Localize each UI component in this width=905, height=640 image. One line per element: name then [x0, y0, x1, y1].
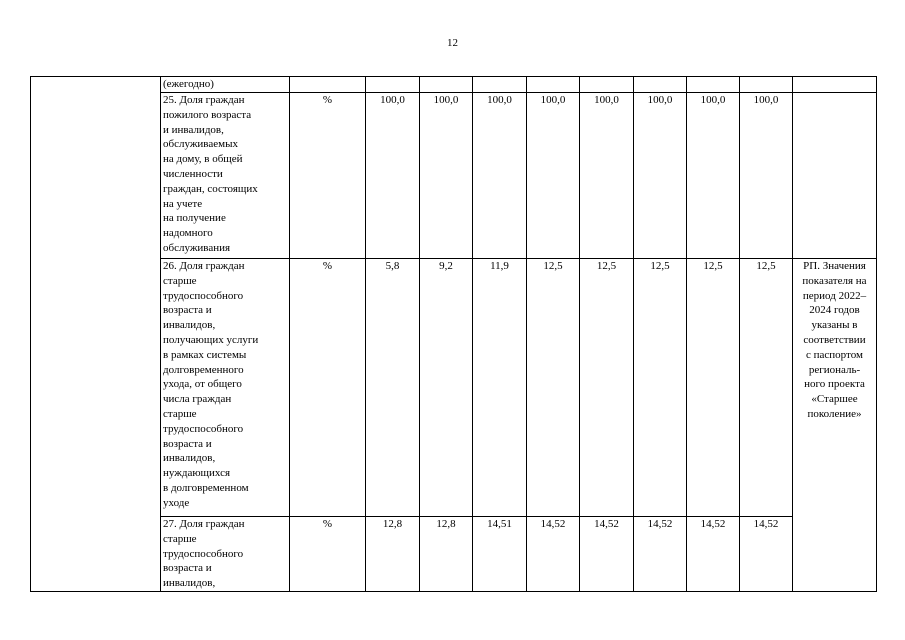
value-cell: 100,0 [420, 93, 473, 259]
value-cell: 11,9 [473, 259, 527, 517]
value-cell: 14,52 [634, 517, 687, 592]
value-cell: 14,51 [473, 517, 527, 592]
value-cell: 100,0 [687, 93, 740, 259]
value-cell: 12,8 [366, 517, 420, 592]
unit-cell [290, 77, 366, 93]
value-cell: 12,8 [420, 517, 473, 592]
value-cell [634, 77, 687, 93]
unit-cell: % [290, 259, 366, 517]
indicator-cell: (ежегодно) [161, 77, 290, 93]
value-cell: 5,8 [366, 259, 420, 517]
value-cell [366, 77, 420, 93]
value-cell [527, 77, 580, 93]
indicators-table [30, 76, 877, 592]
value-cell: 100,0 [473, 93, 527, 259]
value-cell [420, 77, 473, 93]
value-cell: 14,52 [740, 517, 793, 592]
indicator-cell: 26. Доля граждан старше трудоспособного возраста и инвалидов, получающих услуги в рамках системы долговременного ухода, от общего числа граждан старше трудоспособного возраста и инвалидов, нуждающихся в долговременном уходе [161, 259, 290, 517]
value-cell: 14,52 [527, 517, 580, 592]
table-row [31, 77, 877, 93]
page-number: 12 [447, 37, 458, 49]
value-cell: 12,5 [687, 259, 740, 517]
value-cell: 100,0 [366, 93, 420, 259]
unit-cell: % [290, 517, 366, 592]
value-cell: 100,0 [740, 93, 793, 259]
value-cell: 14,52 [687, 517, 740, 592]
note-cell [793, 77, 877, 93]
program-cell [31, 77, 161, 592]
note-cell [793, 93, 877, 259]
table-body [31, 77, 877, 592]
value-cell [687, 77, 740, 93]
value-cell: 12,5 [580, 259, 634, 517]
unit-cell: % [290, 93, 366, 259]
value-cell [740, 77, 793, 93]
value-cell: 100,0 [580, 93, 634, 259]
value-cell: 100,0 [527, 93, 580, 259]
value-cell: 12,5 [634, 259, 687, 517]
value-cell [580, 77, 634, 93]
value-cell [473, 77, 527, 93]
value-cell: 100,0 [634, 93, 687, 259]
value-cell: 12,5 [740, 259, 793, 517]
indicator-cell: 25. Доля граждан пожилого возраста и инвалидов, обслуживаемых на дому, в общей численности граждан, состоящих на учете на получение надомного обслуживания [161, 93, 290, 259]
note-cell: РП. Значения показателя на период 2022– 2024 годов указаны в соответствии с паспортом региональ- ного проекта «Старшее поколение» [793, 259, 877, 592]
value-cell: 12,5 [527, 259, 580, 517]
value-cell: 14,52 [580, 517, 634, 592]
value-cell: 9,2 [420, 259, 473, 517]
indicator-cell: 27. Доля граждан старше трудоспособного возраста и инвалидов, [161, 517, 290, 592]
